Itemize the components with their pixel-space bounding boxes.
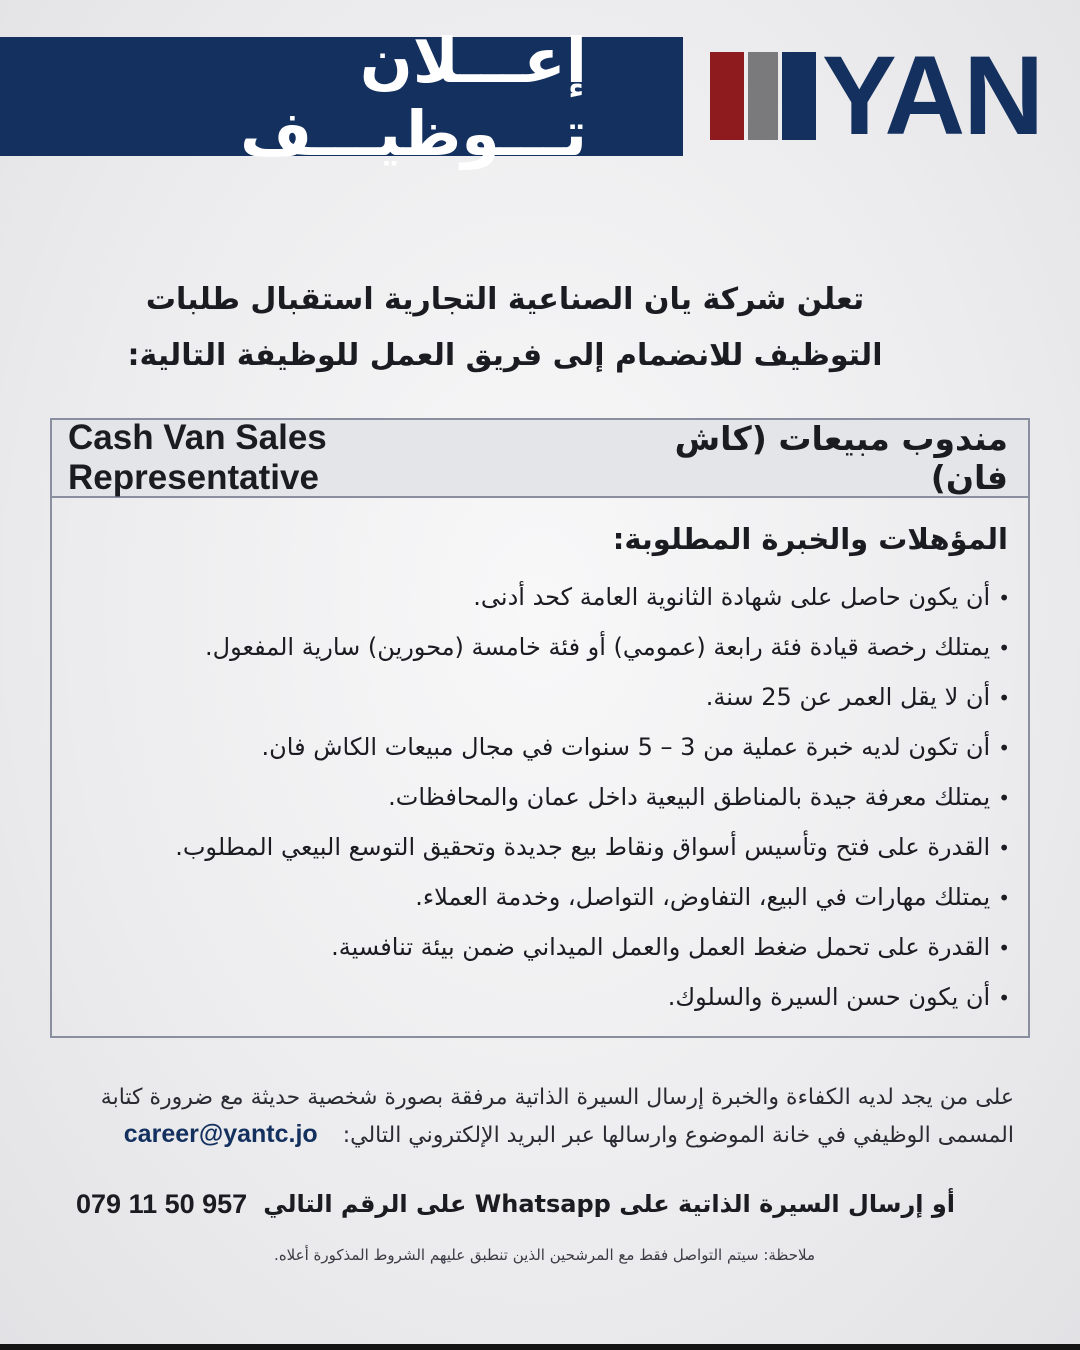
requirement-item (80, 822, 1010, 872)
job-title-en: Cash Van Sales Representative (68, 418, 327, 497)
announcement-banner (0, 23, 683, 170)
requirements-title: المؤهلات والخبرة المطلوبة: (612, 522, 1008, 556)
bullet-icon: • (998, 736, 1010, 760)
whatsapp-text: أو إرسال السيرة الذاتية على Whatsapp على الرقم التالي (263, 1190, 955, 1218)
requirement-text: يمتلك مهارات في البيع، التفاوض، التواصل، وخدمة العملاء. (415, 883, 991, 911)
whatsapp-row (76, 1176, 955, 1232)
bullet-icon: • (998, 786, 1010, 810)
note-text: ملاحظة: سيتم التواصل فقط مع المرشحين الذين تنطبق عليهم الشروط المذكورة أعلاه. (274, 1246, 815, 1264)
requirement-item (80, 572, 1010, 622)
requirement-text: القدرة على فتح وتأسيس أسواق ونقاط بيع جديدة وتحقيق التوسع البيعي المطلوب. (175, 833, 991, 861)
bullet-icon: • (998, 636, 1010, 660)
job-box (50, 418, 1030, 1038)
apply-instructions (70, 1080, 1014, 1154)
bullet-icon: • (998, 986, 1010, 1010)
requirement-text: القدرة على تحمل ضغط العمل والعمل الميداني ضمن بيئة تنافسية. (331, 933, 991, 961)
requirement-item (80, 922, 1010, 972)
apply-text: على من يجد لديه الكفاءة والخبرة إرسال السيرة الذاتية مرفقة بصورة شخصية حديثة مع ضرورة كتابة المسمى الوظيفي في خانة الموضوع وارسالها عبر البريد الإلكتروني التالي: (100, 1085, 1014, 1148)
logo-bar-gray (748, 52, 778, 140)
requirement-text: أن يكون حسن السيرة والسلوك. (667, 983, 991, 1011)
requirement-item (80, 672, 1010, 722)
requirement-text: أن يكون حاصل على شهادة الثانوية العامة كحد أدنى. (473, 583, 991, 611)
job-header (52, 420, 1028, 498)
bottom-border (0, 1344, 1080, 1350)
logo-text: YAN (822, 33, 1043, 158)
requirement-item (80, 872, 1010, 922)
bullet-icon: • (998, 936, 1010, 960)
requirements-list (80, 572, 1010, 1022)
logo-bar-red (710, 52, 744, 140)
requirement-text: أن تكون لديه خبرة عملية من 3 – 5 سنوات في مجال مبيعات الكاش فان. (261, 733, 991, 761)
bullet-icon: • (998, 586, 1010, 610)
requirement-item (80, 722, 1010, 772)
requirement-text: يمتلك معرفة جيدة بالمناطق البيعية داخل عمان والمحافظات. (388, 783, 991, 811)
logo-bar-navy (782, 52, 816, 140)
intro-text (100, 272, 910, 384)
email-link[interactable]: career@yantc.jo (123, 1120, 318, 1148)
phone-number[interactable]: 079 11 50 957 (76, 1188, 248, 1219)
requirement-item (80, 622, 1010, 672)
banner-title: إعـــلان تـــوظيـــف (240, 23, 587, 170)
bullet-icon: • (998, 836, 1010, 860)
bullet-icon: • (998, 886, 1010, 910)
requirement-text: أن لا يقل العمر عن 25 سنة. (705, 683, 991, 711)
bullet-icon: • (998, 686, 1010, 710)
requirement-text: يمتلك رخصة قيادة فئة رابعة (عمومي) أو فئة خامسة (محورين) سارية المفعول. (205, 633, 991, 661)
job-title-ar: مندوب مبيعات (كاش فان) (674, 419, 1008, 497)
requirement-item (80, 772, 1010, 822)
company-logo (710, 33, 1043, 158)
intro-line-2: التوظيف للانضمام إلى فريق العمل للوظيفة التالية: (127, 338, 883, 373)
intro-line-1: تعلن شركة يان الصناعية التجارية استقبال طلبات (145, 282, 865, 317)
requirement-item (80, 972, 1010, 1022)
